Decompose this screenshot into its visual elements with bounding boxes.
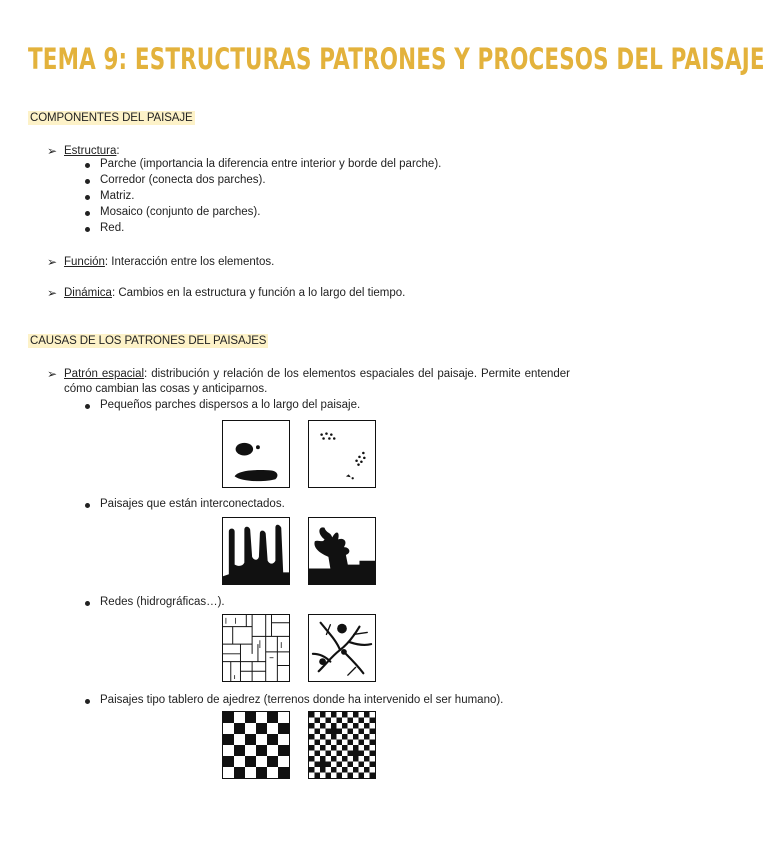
dinamica-text: : Cambios en la estructura y función a lo largo del tiempo. (111, 287, 406, 299)
arrow-bullet-icon: ➢ (47, 144, 58, 158)
estructura-colon: : (116, 145, 120, 157)
estructura-line (64, 144, 120, 159)
bullet-icon (85, 211, 90, 216)
bullet-icon (85, 503, 90, 508)
funcion-line (64, 255, 274, 270)
list-item: Matriz. (100, 190, 135, 202)
estructura-label: Estructura (64, 145, 117, 157)
bullet-icon (85, 163, 90, 168)
bullet-icon (85, 227, 90, 232)
figure-fine-checkerboard (308, 711, 376, 779)
list-item: Corredor (conecta dos parches). (100, 174, 266, 186)
list-item: Parche (importancia la diferencia entre interior y borde del parche). (100, 158, 442, 170)
dinamica-label: Dinámica (64, 287, 112, 299)
list-item: Redes (hidrográficas…). (100, 596, 225, 608)
arrow-bullet-icon: ➢ (47, 286, 58, 300)
bullet-icon (85, 601, 90, 606)
arrow-bullet-icon: ➢ (47, 255, 58, 269)
arrow-bullet-icon: ➢ (47, 367, 58, 381)
section-heading-componentes: COMPONENTES DEL PAISAJE (30, 112, 193, 124)
list-item: Paisajes tipo tablero de ajedrez (terrenos donde ha intervenido el ser humano). (100, 694, 504, 706)
bullet-icon (85, 195, 90, 200)
funcion-text: : Interacción entre los elementos. (104, 256, 275, 268)
figure-branching-patch (308, 517, 376, 585)
figure-corridors (222, 517, 290, 585)
figure-small-patches (308, 420, 376, 488)
figure-large-patches (222, 420, 290, 488)
section-heading-causas: CAUSAS DE LOS PATRONES DEL PAISAJES (30, 335, 267, 347)
list-item: Pequeños parches dispersos a lo largo del paisaje. (100, 399, 361, 411)
patron-text: : distribución y relación de los elementos espaciales del paisaje. Permite entender cómo cambian las cosas y anticiparnos. (64, 368, 570, 395)
list-item: Red. (100, 222, 125, 234)
patron-label: Patrón espacial (64, 368, 145, 380)
dinamica-line (64, 286, 405, 301)
patron-paragraph (64, 367, 570, 397)
bullet-icon (85, 699, 90, 704)
figure-river-network (308, 614, 376, 682)
figure-coarse-checkerboard (222, 711, 290, 779)
funcion-label: Función (64, 256, 105, 268)
page-title: TEMA 9: ESTRUCTURAS PATRONES Y PROCESOS DEL PAISAJE (28, 42, 765, 76)
figure-grid-network (222, 614, 290, 682)
list-item: Paisajes que están interconectados. (100, 498, 285, 510)
list-item: Mosaico (conjunto de parches). (100, 206, 261, 218)
bullet-icon (85, 179, 90, 184)
bullet-icon (85, 404, 90, 409)
